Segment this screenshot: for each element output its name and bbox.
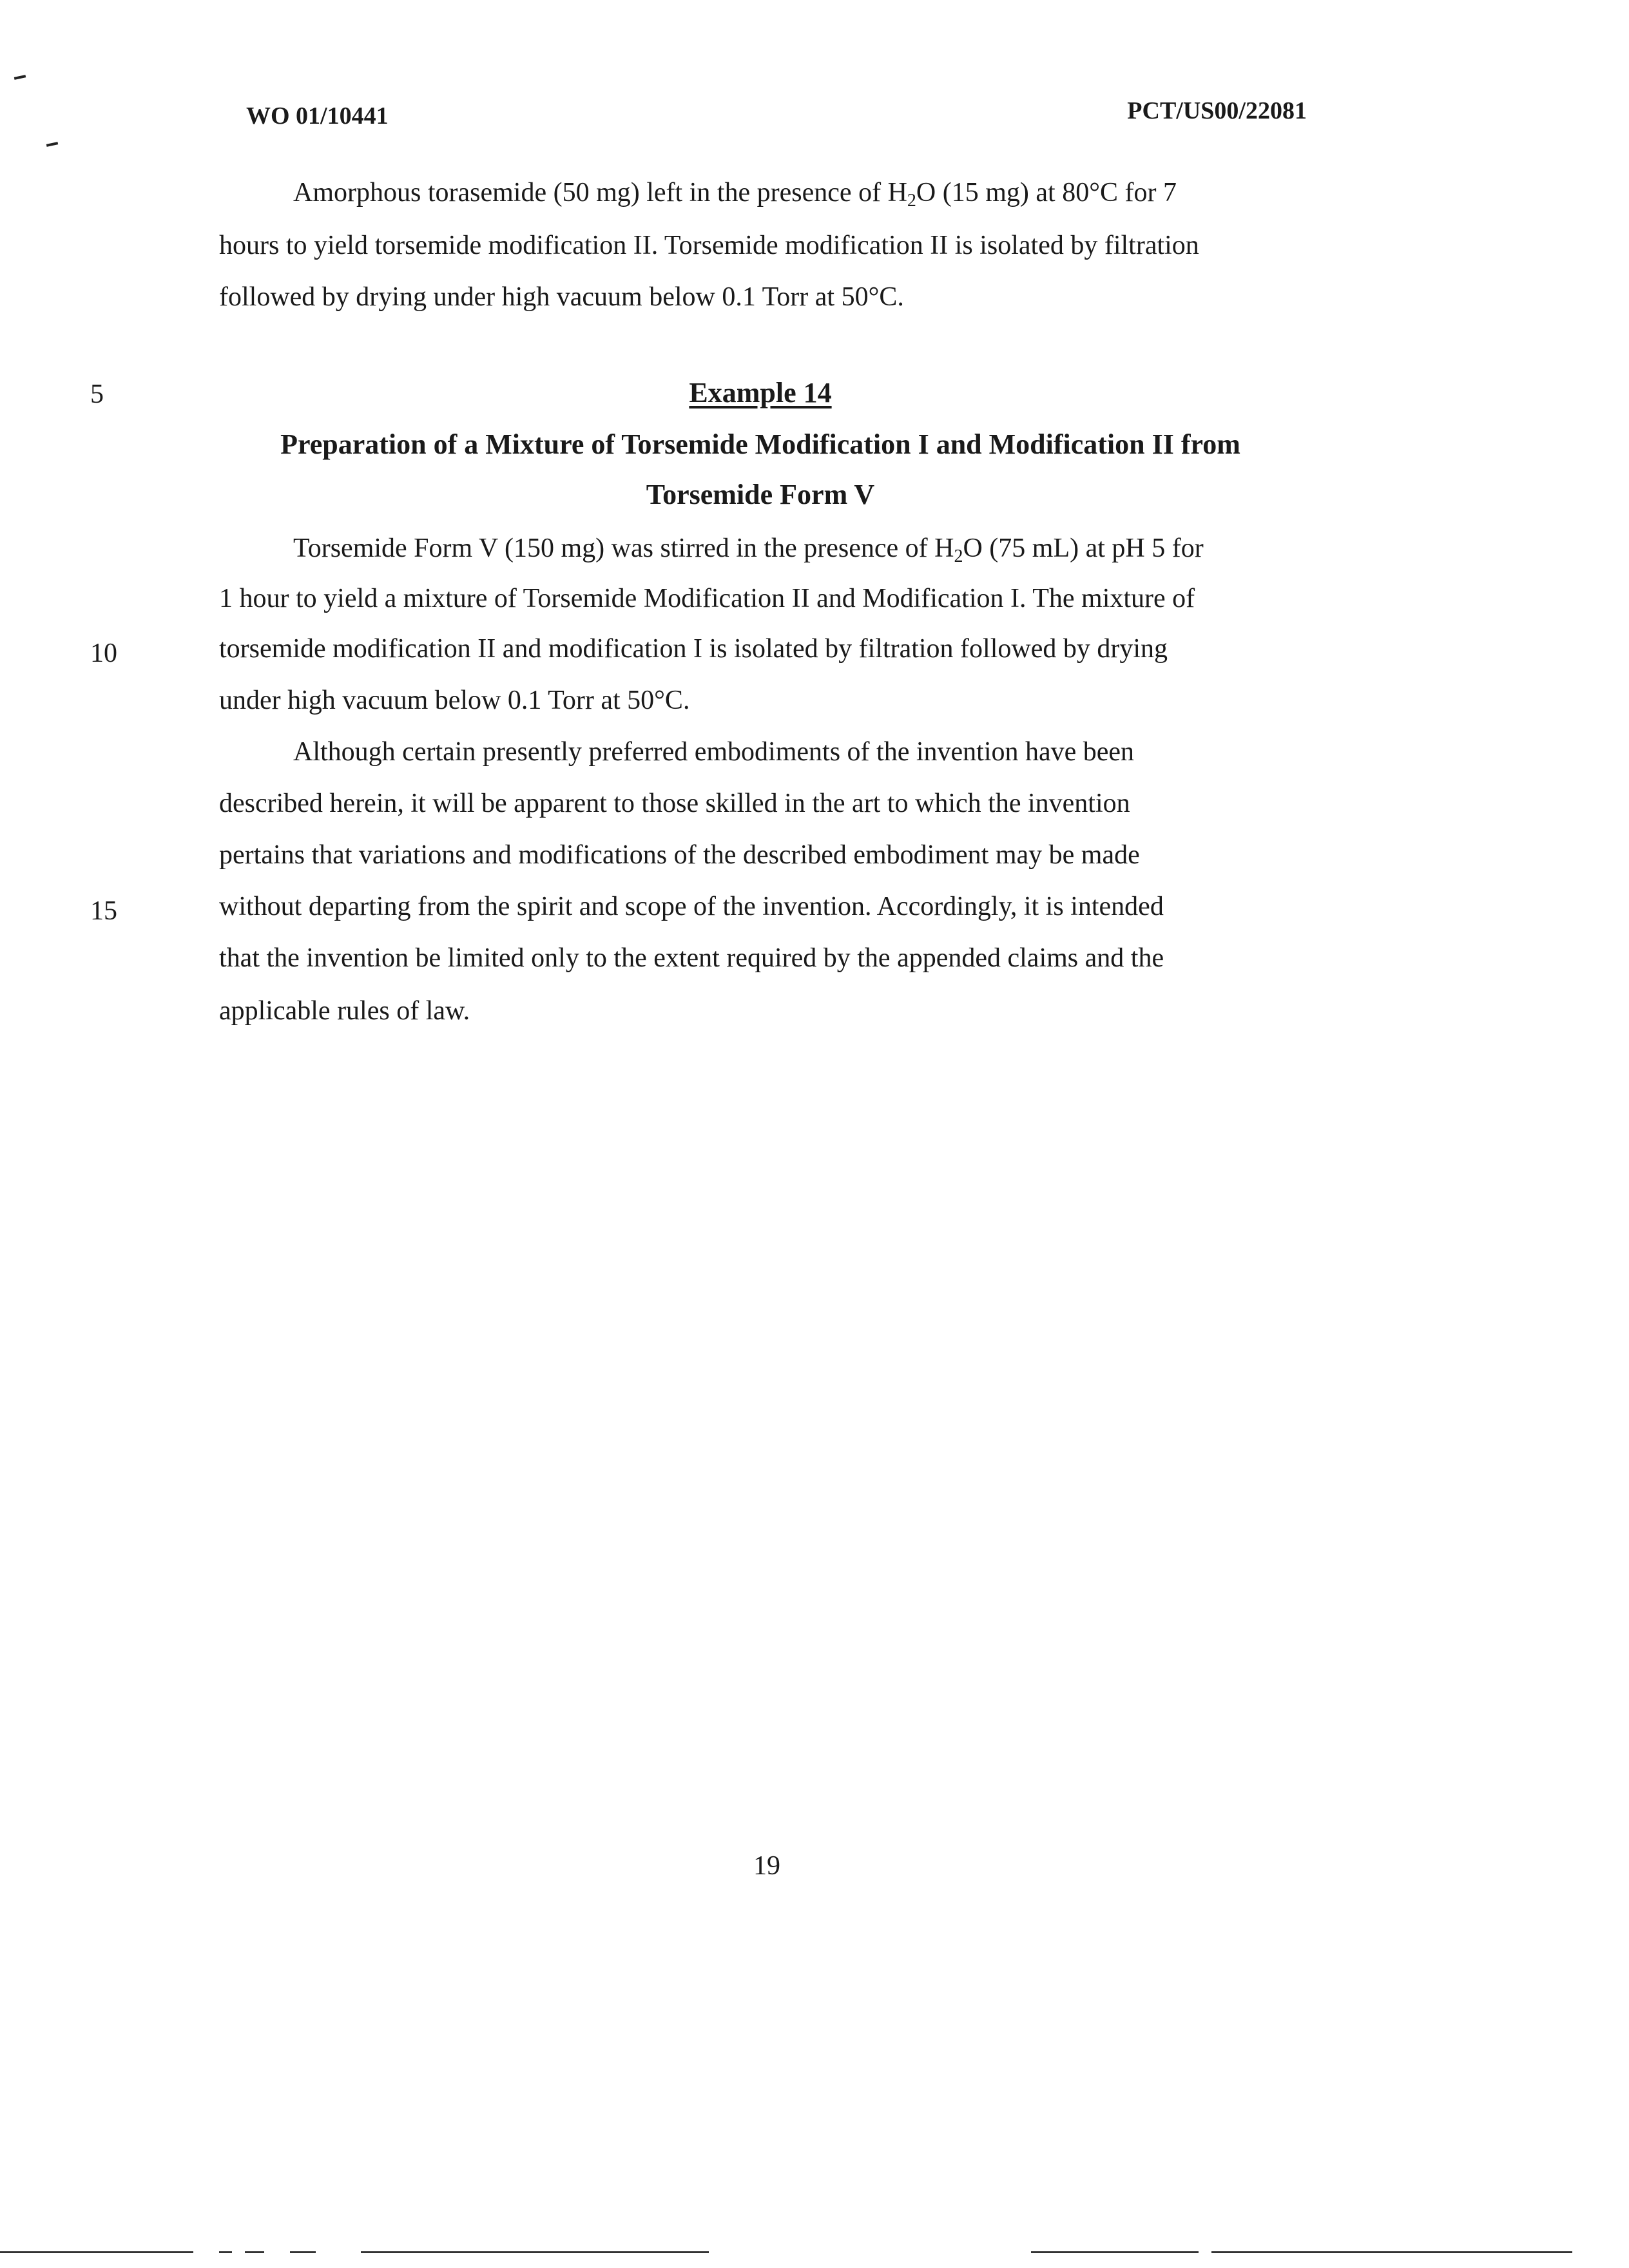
document-number: WO 01/10441 bbox=[246, 102, 389, 130]
application-number: PCT/US00/22081 bbox=[1127, 97, 1307, 124]
line-number: 10 bbox=[90, 639, 117, 668]
footer-rule bbox=[0, 2251, 193, 2253]
footer-rule bbox=[245, 2251, 264, 2253]
paragraph-line: under high vacuum below 0.1 Torr at 50°C. bbox=[219, 686, 690, 715]
paragraph-line: pertains that variations and modifications of the described embodiment may be made bbox=[219, 840, 1140, 870]
example-title: Example 14 bbox=[689, 377, 832, 408]
scan-mark bbox=[14, 75, 26, 80]
footer-rule bbox=[1031, 2251, 1199, 2253]
scan-mark bbox=[46, 142, 58, 147]
paragraph-line: Amorphous torasemide (50 mg) left in the presence of $H_2O$ (15 mg) at 80°C for 7 bbox=[293, 178, 1177, 211]
paragraph-line: that the invention be limited only to the extent required by the appended claims and the bbox=[219, 943, 1164, 973]
footer-rule bbox=[290, 2251, 316, 2253]
example-subtitle: Torsemide Form V bbox=[646, 479, 875, 510]
example-subtitle: Preparation of a Mixture of Torsemide Modification I and Modification II from bbox=[280, 428, 1240, 460]
paragraph-line: Torsemide Form V (150 mg) was stirred in the presence of $H_2O$ (75 mL) at pH 5 for bbox=[293, 533, 1204, 566]
line-number: 5 bbox=[90, 380, 104, 409]
paragraph-line: without departing from the spirit and scope of the invention. Accordingly, it is intended bbox=[219, 892, 1164, 921]
page-number: 19 bbox=[753, 1851, 780, 1881]
paragraph-line: described herein, it will be apparent to those skilled in the art to which the invention bbox=[219, 789, 1130, 818]
paragraph-line: followed by drying under high vacuum below 0.1 Torr at 50°C. bbox=[219, 282, 904, 312]
paragraph-line: torsemide modification II and modification I is isolated by filtration followed by drying bbox=[219, 634, 1168, 664]
footer-rule bbox=[1211, 2251, 1572, 2253]
footer-rule bbox=[219, 2251, 232, 2253]
paragraph-line: 1 hour to yield a mixture of Torsemide Modification II and Modification I. The mixture of bbox=[219, 584, 1195, 613]
paragraph-line: hours to yield torsemide modification II. Torsemide modification II is isolated by filtration bbox=[219, 231, 1199, 260]
line-number: 15 bbox=[90, 896, 117, 926]
footer-rule bbox=[361, 2251, 709, 2253]
paragraph-line: Although certain presently preferred embodiments of the invention have been bbox=[293, 737, 1135, 767]
paragraph-line: applicable rules of law. bbox=[219, 996, 470, 1026]
